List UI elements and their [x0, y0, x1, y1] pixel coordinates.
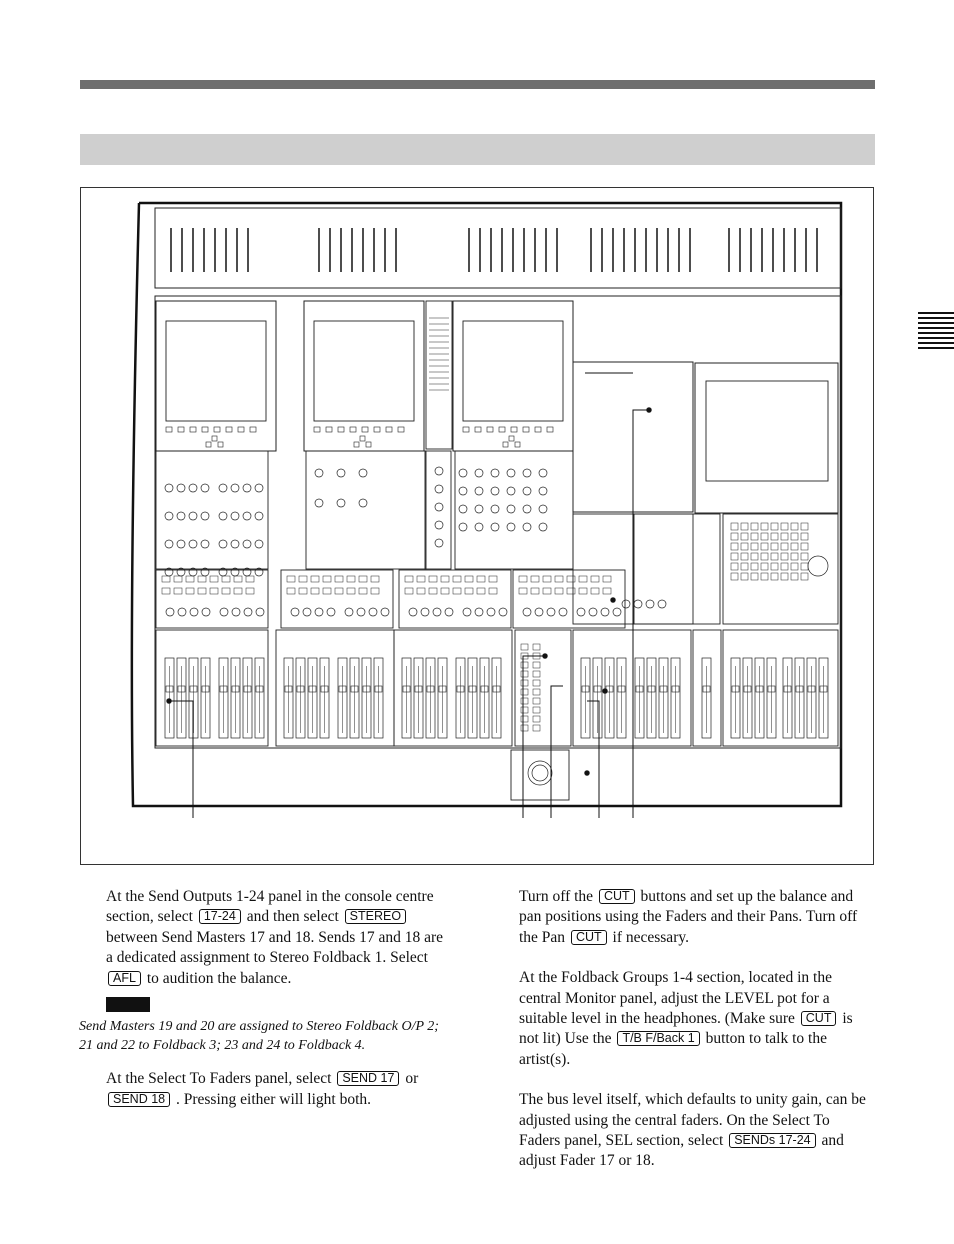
chapter-tab-marker: [918, 312, 954, 354]
key-cut: CUT: [599, 889, 635, 904]
key-afl: AFL: [108, 971, 141, 986]
note-tag: [106, 997, 150, 1012]
left-column: [79, 887, 446, 1110]
section-heading-bar: [80, 134, 875, 165]
note-text: Send Masters 19 and 20 are assigned to Stereo Foldback O/P 2; 21 and 22 to Foldback 3; 23 and 24 to Foldback 4.: [79, 1019, 439, 1053]
console-diagram: [81, 188, 875, 866]
right-column: [519, 887, 871, 1172]
step-foldback-groups: At the Foldback Groups 1-4 section, located in the central Monitor panel, adjust the LEVEL pot for a suitable level in the headphones. (Make sure CUT is not lit) Use the T/B F/Back 1 button to talk to the artist(s).: [519, 969, 853, 1068]
step-send-outputs: At the Send Outputs 1-24 panel in the console centre section, select 17-24 and then select STEREO between Send Masters 17 and 18. Sends 17 and 18 are a dedicated assignment to Stereo Foldback 1. Select AFL to audition the balance.: [106, 888, 444, 987]
key-cut-foldback: CUT: [801, 1011, 837, 1026]
key-17-24: 17-24: [199, 909, 241, 924]
key-stereo: STEREO: [345, 909, 406, 924]
key-cut-pan: CUT: [571, 930, 607, 945]
step-bus-level: The bus level itself, which defaults to unity gain, can be adjusted using the central faders. On the Select To Faders panel, SEL section, select SENDs 17-24 and adjust Fader 17 or 18.: [519, 1091, 866, 1170]
console-figure: [80, 187, 874, 865]
key-sends-17-24: SENDs 17-24: [729, 1133, 815, 1148]
header-rule: [80, 80, 875, 89]
key-send-18: SEND 18: [108, 1092, 170, 1107]
step-select-to-faders: At the Select To Faders panel, select SEND 17 or SEND 18 . Pressing either will light both.: [106, 1070, 419, 1108]
key-tb-fback-1: T/B F/Back 1: [617, 1031, 699, 1046]
step-turn-off-cut: Turn off the CUT buttons and set up the balance and pan positions using the Faders and their Pans. Turn off the Pan CUT if necessary.: [519, 888, 858, 946]
key-send-17: SEND 17: [337, 1071, 399, 1086]
